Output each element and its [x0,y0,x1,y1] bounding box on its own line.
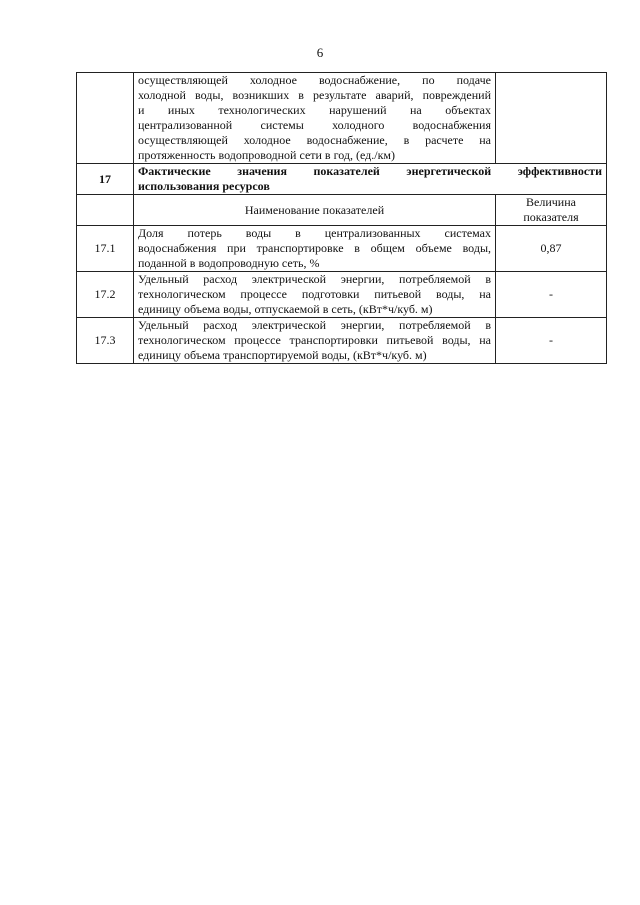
header-name-cell: Наименование показателей [134,195,496,226]
row-description-cell [134,226,496,272]
description-line: технологическом процессе подготовки питьевой воды, на [138,287,491,301]
table-row [77,272,607,318]
description-line: поданной в водопроводную сеть, % [138,256,320,270]
section-row [77,164,607,195]
description-line: осуществляющей холодное водоснабжение, в расчете на [138,133,491,147]
header-value-cell [496,195,607,226]
description-line: единицу объема транспортируемой воды, (кВт*ч/куб. м) [138,348,427,362]
section-title-line: использования ресурсов [138,179,270,193]
table-row [77,73,607,164]
description-line: Удельный расход электрической энергии, потребляемой в [138,272,491,286]
row-number-cell: 17.3 [77,318,134,364]
section-title-line: Фактические значения показателей энергетической эффективности [138,164,602,178]
row-value-cell: - [496,272,607,318]
indicators-table [76,72,607,364]
header-empty-cell [77,195,134,226]
table-header-row [77,195,607,226]
description-line: централизованной системы холодного водоснабжения [138,118,491,132]
description-line: технологическом процессе транспортировки питьевой воды, на [138,333,491,347]
description-line: водоснабжения при транспортировке в общем объеме воды, [138,241,491,255]
description-line: единицу объема воды, отпускаемой в сеть, (кВт*ч/куб. м) [138,302,433,316]
section-title [134,164,607,195]
row-value-cell: 0,87 [496,226,607,272]
row-description-cell [134,318,496,364]
row-number-cell: 17.2 [77,272,134,318]
row-value-cell: - [496,318,607,364]
description-line: осуществляющей холодное водоснабжение, по подаче [138,73,491,87]
row-number-cell [77,73,134,164]
header-value-line: Величина [526,195,576,209]
description-line: Доля потерь воды в централизованных системах [138,226,491,240]
row-description-cell [134,272,496,318]
description-line: и иных технологических нарушений на объектах [138,103,491,117]
header-value-line: показателя [523,210,579,224]
page-number: 6 [316,45,324,60]
table-row [77,318,607,364]
description-line: протяженность водопроводной сети в год, (ед./км) [138,148,396,162]
section-number: 17 [77,164,134,195]
description-line: холодной воды, возникших в результате аварий, повреждений [138,88,491,102]
row-description-cell [134,73,496,164]
table-row [77,226,607,272]
description-line: Удельный расход электрической энергии, потребляемой в [138,318,491,332]
row-value-cell [496,73,607,164]
row-number-cell: 17.1 [77,226,134,272]
